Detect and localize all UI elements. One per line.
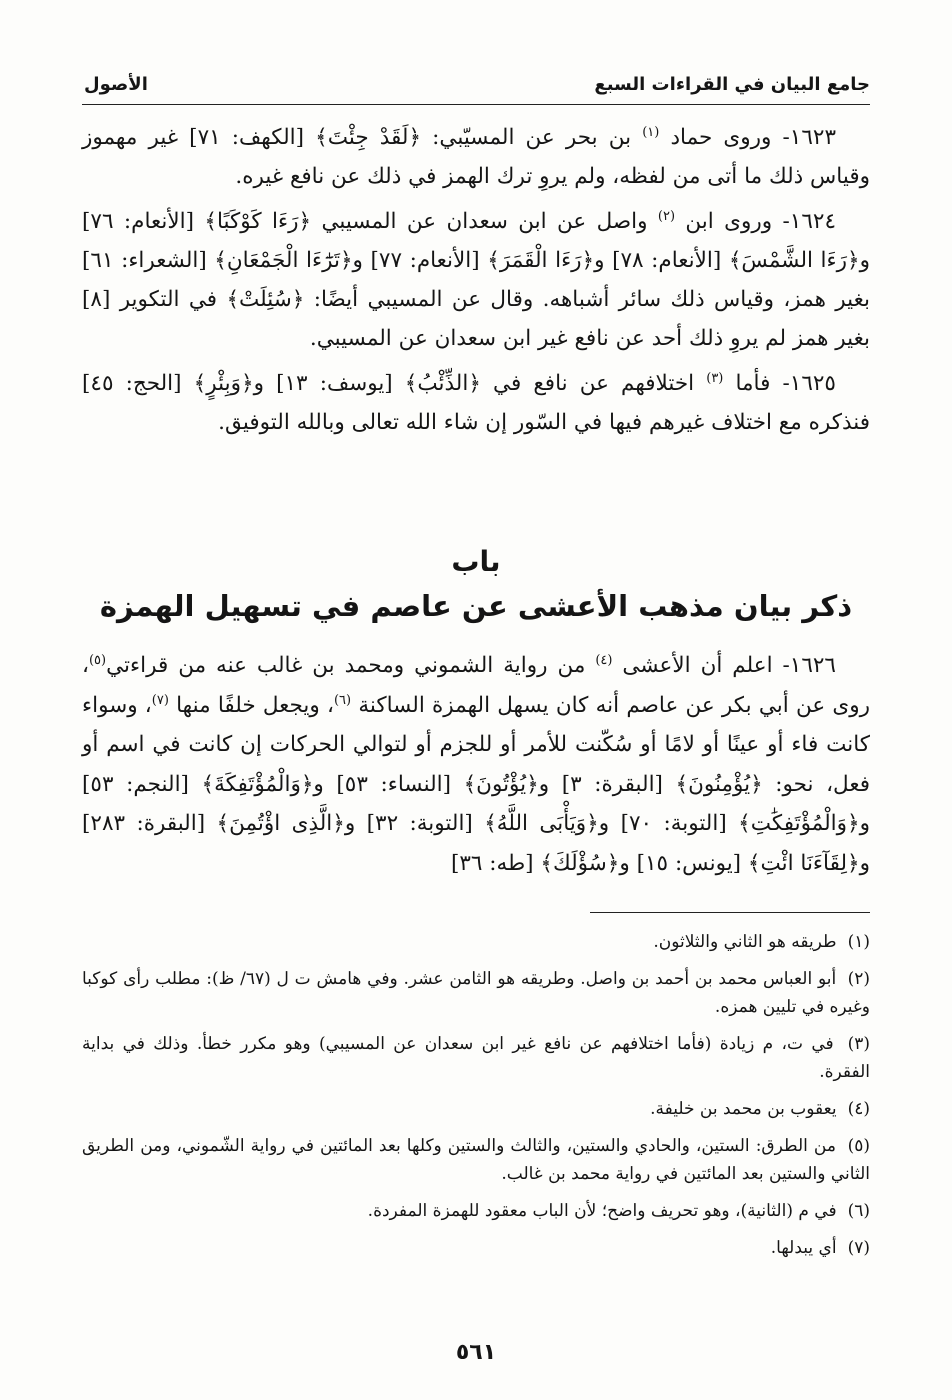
paragraph-text: ١٦٢٣- وروى حماد: [659, 125, 836, 150]
body-text-main: [82, 646, 870, 883]
footnote: [82, 1030, 870, 1086]
footnote-text: أي يبدلها.: [770, 1238, 837, 1258]
paragraph-1626: [82, 646, 870, 883]
footnote-number: (٦): [847, 1201, 870, 1221]
footnote: [82, 928, 870, 956]
footnote-number: (٣): [847, 1034, 871, 1054]
paragraph-text: ١٦٢٥- فأما: [723, 371, 836, 396]
footnote-ref: (٥): [88, 652, 107, 668]
footnote-number: (٥): [847, 1136, 871, 1156]
paragraph-text: ، ويجعل خلفًا منها: [168, 692, 334, 718]
book-page: [82, 0, 870, 1400]
running-header: [82, 70, 870, 105]
footnote-number: (١): [847, 932, 870, 952]
footnote-ref: (٤): [595, 652, 613, 668]
paragraph-text: واصل عن ابن سعدان عن المسيبي ﴿رَءَا كَوْكَبًا﴾ [الأنعام: ٧٦] و﴿رَءَا الشَّمْسَ﴾ [الأنعام: ٧٨] و﴿رَءَا الْقَمَرَ﴾ [الأنعام: ٧٧] و﴿تَرَٰٓءَا الْجَمْعَانِ﴾ [الشعراء: ٦١] بغير همز، وقياس ذلك سائر أشباهه. وقال عن المسيبي أيضًا: ﴿سُئِلَتْ﴾ في التكوير [٨] بغير همز لم يروِ ذلك أحد عن نافع غير ابن سعدان عن المسيبي.: [82, 209, 870, 351]
footnote-number: (٤): [847, 1099, 870, 1119]
paragraph-1623: [82, 118, 870, 196]
footnote-ref: (١): [642, 124, 660, 140]
footnote: [82, 965, 870, 1021]
footnote-text: في ت، م زيادة (فأما اختلافهم عن نافع غير ابن سعدان عن المسيبي) وهو مكرر خطأ. وذلك في بداية الفقرة.: [82, 1034, 870, 1082]
footnote-ref: (٦): [333, 692, 352, 708]
footnote-ref: (٧): [151, 692, 169, 708]
footnote: [82, 1197, 870, 1225]
paragraph-text: اختلافهم عن نافع في ﴿الذِّئْبُ﴾ [يوسف: ١٣] و﴿وَبِئْرٍ﴾ [الحج: ٤٥] فنذكره مع اختلاف غيرهم فيها في السّور إن شاء الله تعالى وبالله التوفيق.: [82, 371, 870, 435]
footnote-text: من الطرق: الستين، والحادي والستين، والثالث والستين وكلها بعد المائتين في رواية الشّموني، ومن الطريق الثاني والستين بعد المائتين في رواية محمد بن غالب.: [82, 1136, 870, 1184]
footnotes: [82, 928, 870, 1271]
paragraph-text: ١٦٢٤- وروى ابن: [675, 209, 836, 234]
footnote-number: (٧): [847, 1238, 870, 1258]
section-title: الأصول: [84, 74, 148, 95]
chapter-heading: [82, 540, 870, 628]
book-title: جامع البيان في القراءات السبع: [594, 74, 870, 95]
footnote-text: يعقوب بن محمد بن خليفة.: [650, 1099, 837, 1119]
chapter-label: باب: [451, 545, 501, 578]
footnote-separator: [590, 912, 870, 913]
footnote: [82, 1132, 870, 1188]
chapter-title: ذكر بيان مذهب الأعشى عن عاصم في تسهيل الهمزة: [99, 589, 853, 623]
footnote-ref: (٢): [657, 208, 676, 224]
page-number: ٥٦١: [455, 1340, 497, 1365]
paragraph-1624: [82, 202, 870, 358]
footnote: [82, 1234, 870, 1262]
footnote-number: (٢): [847, 969, 870, 989]
paragraph-text: ١٦٢٦- اعلم أن الأعشى: [612, 653, 836, 678]
footnote-ref: (٣): [706, 370, 724, 386]
footnote-text: أبو العباس محمد بن أحمد بن واصل. وطريقه هو الثامن عشر. وفي هامش ت ل (٦٧/ ظ): مطلب رأى كوكبا وغيره في تليين همزه.: [82, 969, 870, 1017]
paragraph-text: من رواية الشموني ومحمد بن غالب عنه من قراءتي: [106, 653, 596, 678]
footnote: [82, 1095, 870, 1123]
paragraph-text: ، وسواء كانت فاء أو عينًا أو لامًا أو سُكّنت للأمر أو للجزم أو لتوالي الحركات إن كانت في اسم أو فعل، نحو: ﴿يُؤْمِنُونَ﴾ [البقرة: ٣] و﴿يُؤْتُونَ﴾ [النساء: ٥٣] و﴿وَالْمُؤْتَفِكَةَ﴾ [النجم: ٥٣] و﴿وَالْمُؤْتَفِكَٰتِ﴾ [التوبة: ٧٠] و﴿وَيَأْبَى اللَّهُ﴾ [التوبة: ٣٢] و﴿الَّذِى اؤْتُمِنَ﴾ [البقرة: ٢٨٣] و﴿لِقَآءَنَا ائْتِ﴾ [يونس: ١٥] و﴿سُؤْلَكَ﴾ [طه: ٣٦]: [82, 692, 870, 876]
paragraph-text: ، روى عن أبي بكر عن عاصم أنه كان يسهل الهمزة الساكنة: [82, 653, 870, 718]
paragraph-text: بن بحر عن المسيّبي: ﴿لَقَدْ جِئْتَ﴾ [الكهف: ٧١] غير مهموز وقياس ذلك ما أتى من لفظه، ولم يروِ ترك الهمز في ذلك عن نافع غيره.: [82, 125, 870, 189]
footnote-text: في م (الثانية)، وهو تحريف واضح؛ لأن الباب معقود للهمزة المفردة.: [367, 1201, 837, 1221]
paragraph-1625: [82, 364, 870, 442]
footnote-text: طريقه هو الثاني والثلاثون.: [653, 932, 837, 952]
body-text-top: [82, 118, 870, 448]
